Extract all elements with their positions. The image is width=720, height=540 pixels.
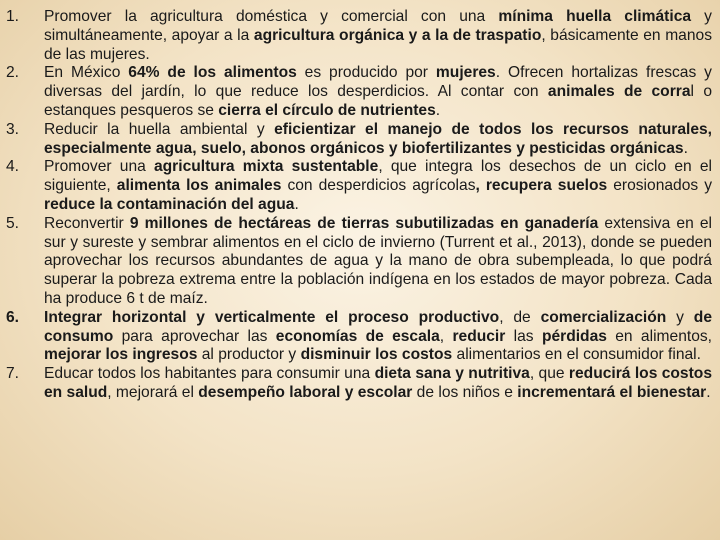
list-item-5 xyxy=(0,215,712,309)
numbered-list xyxy=(0,8,712,403)
item-number: 2. xyxy=(6,64,20,82)
item-text: En México 64% de los alimentos es producido por mujeres. Ofrecen hortalizas frescas y diversas del jardín, lo que reduce los desperdicios. Al contar con animales de corral o estanques pesqueros se cierra el círculo de nutrientes. xyxy=(44,64,712,119)
list-item-3 xyxy=(0,121,712,159)
item-text: Integrar horizontal y verticalmente el proceso productivo, de comercialización y de consumo para aprovechar las economías de escala, reducir las pérdidas en alimentos, mejorar los ingresos al productor y disminuir los costos alimentarios en el consumidor final. xyxy=(44,308,713,364)
item-text: Educar todos los habitantes para consumir una dieta sana y nutritiva, que reducirá los costos en salud, mejorará el desempeño laboral y escolar de los niños e incrementará el bienestar. xyxy=(44,365,713,401)
item-text: Promover la agricultura doméstica y comercial con una mínima huella climática y simultáneamente, apoyar a la agricultura orgánica y a la de traspatio, básicamente en manos de las mujeres. xyxy=(44,8,712,63)
item-number: 7. xyxy=(6,365,20,383)
item-number: 1. xyxy=(6,8,20,25)
item-text: Reducir la huella ambiental y eficientizar el manejo de todos los recursos naturales, especialmente agua, suelo, abonos orgánicos y biofertilizantes y pesticidas orgánicas. xyxy=(44,120,713,157)
list-item-7 xyxy=(0,365,712,403)
list-item-2 xyxy=(0,64,712,120)
item-number: 6. xyxy=(6,308,20,326)
item-number: 3. xyxy=(6,120,20,138)
list-item-4 xyxy=(0,158,712,214)
item-number: 5. xyxy=(6,214,20,232)
list-item-1 xyxy=(0,8,712,64)
item-text: Reconvertir 9 millones de hectáreas de tierras subutilizadas en ganadería extensiva en el sur y sureste y sembrar alimentos en el ciclo de invierno (Turrent et al., 2013), donde se pueden aprovechar los recursos abundantes de agua y la mano de obra subempleada, lo que podrá superar la pobreza extrema entre la población indígena en los estados de mayor pobreza. Cada ha produce 6 t de maíz. xyxy=(44,214,712,307)
list-item-6 xyxy=(0,309,712,365)
item-number: 4. xyxy=(6,158,20,176)
item-text: Promover una agricultura mixta sustentable, que integra los desechos de un ciclo en el siguiente, alimenta los animales con desperdicios agrícolas, recupera suelos erosionados y reduce la contaminación del agua. xyxy=(44,158,713,213)
